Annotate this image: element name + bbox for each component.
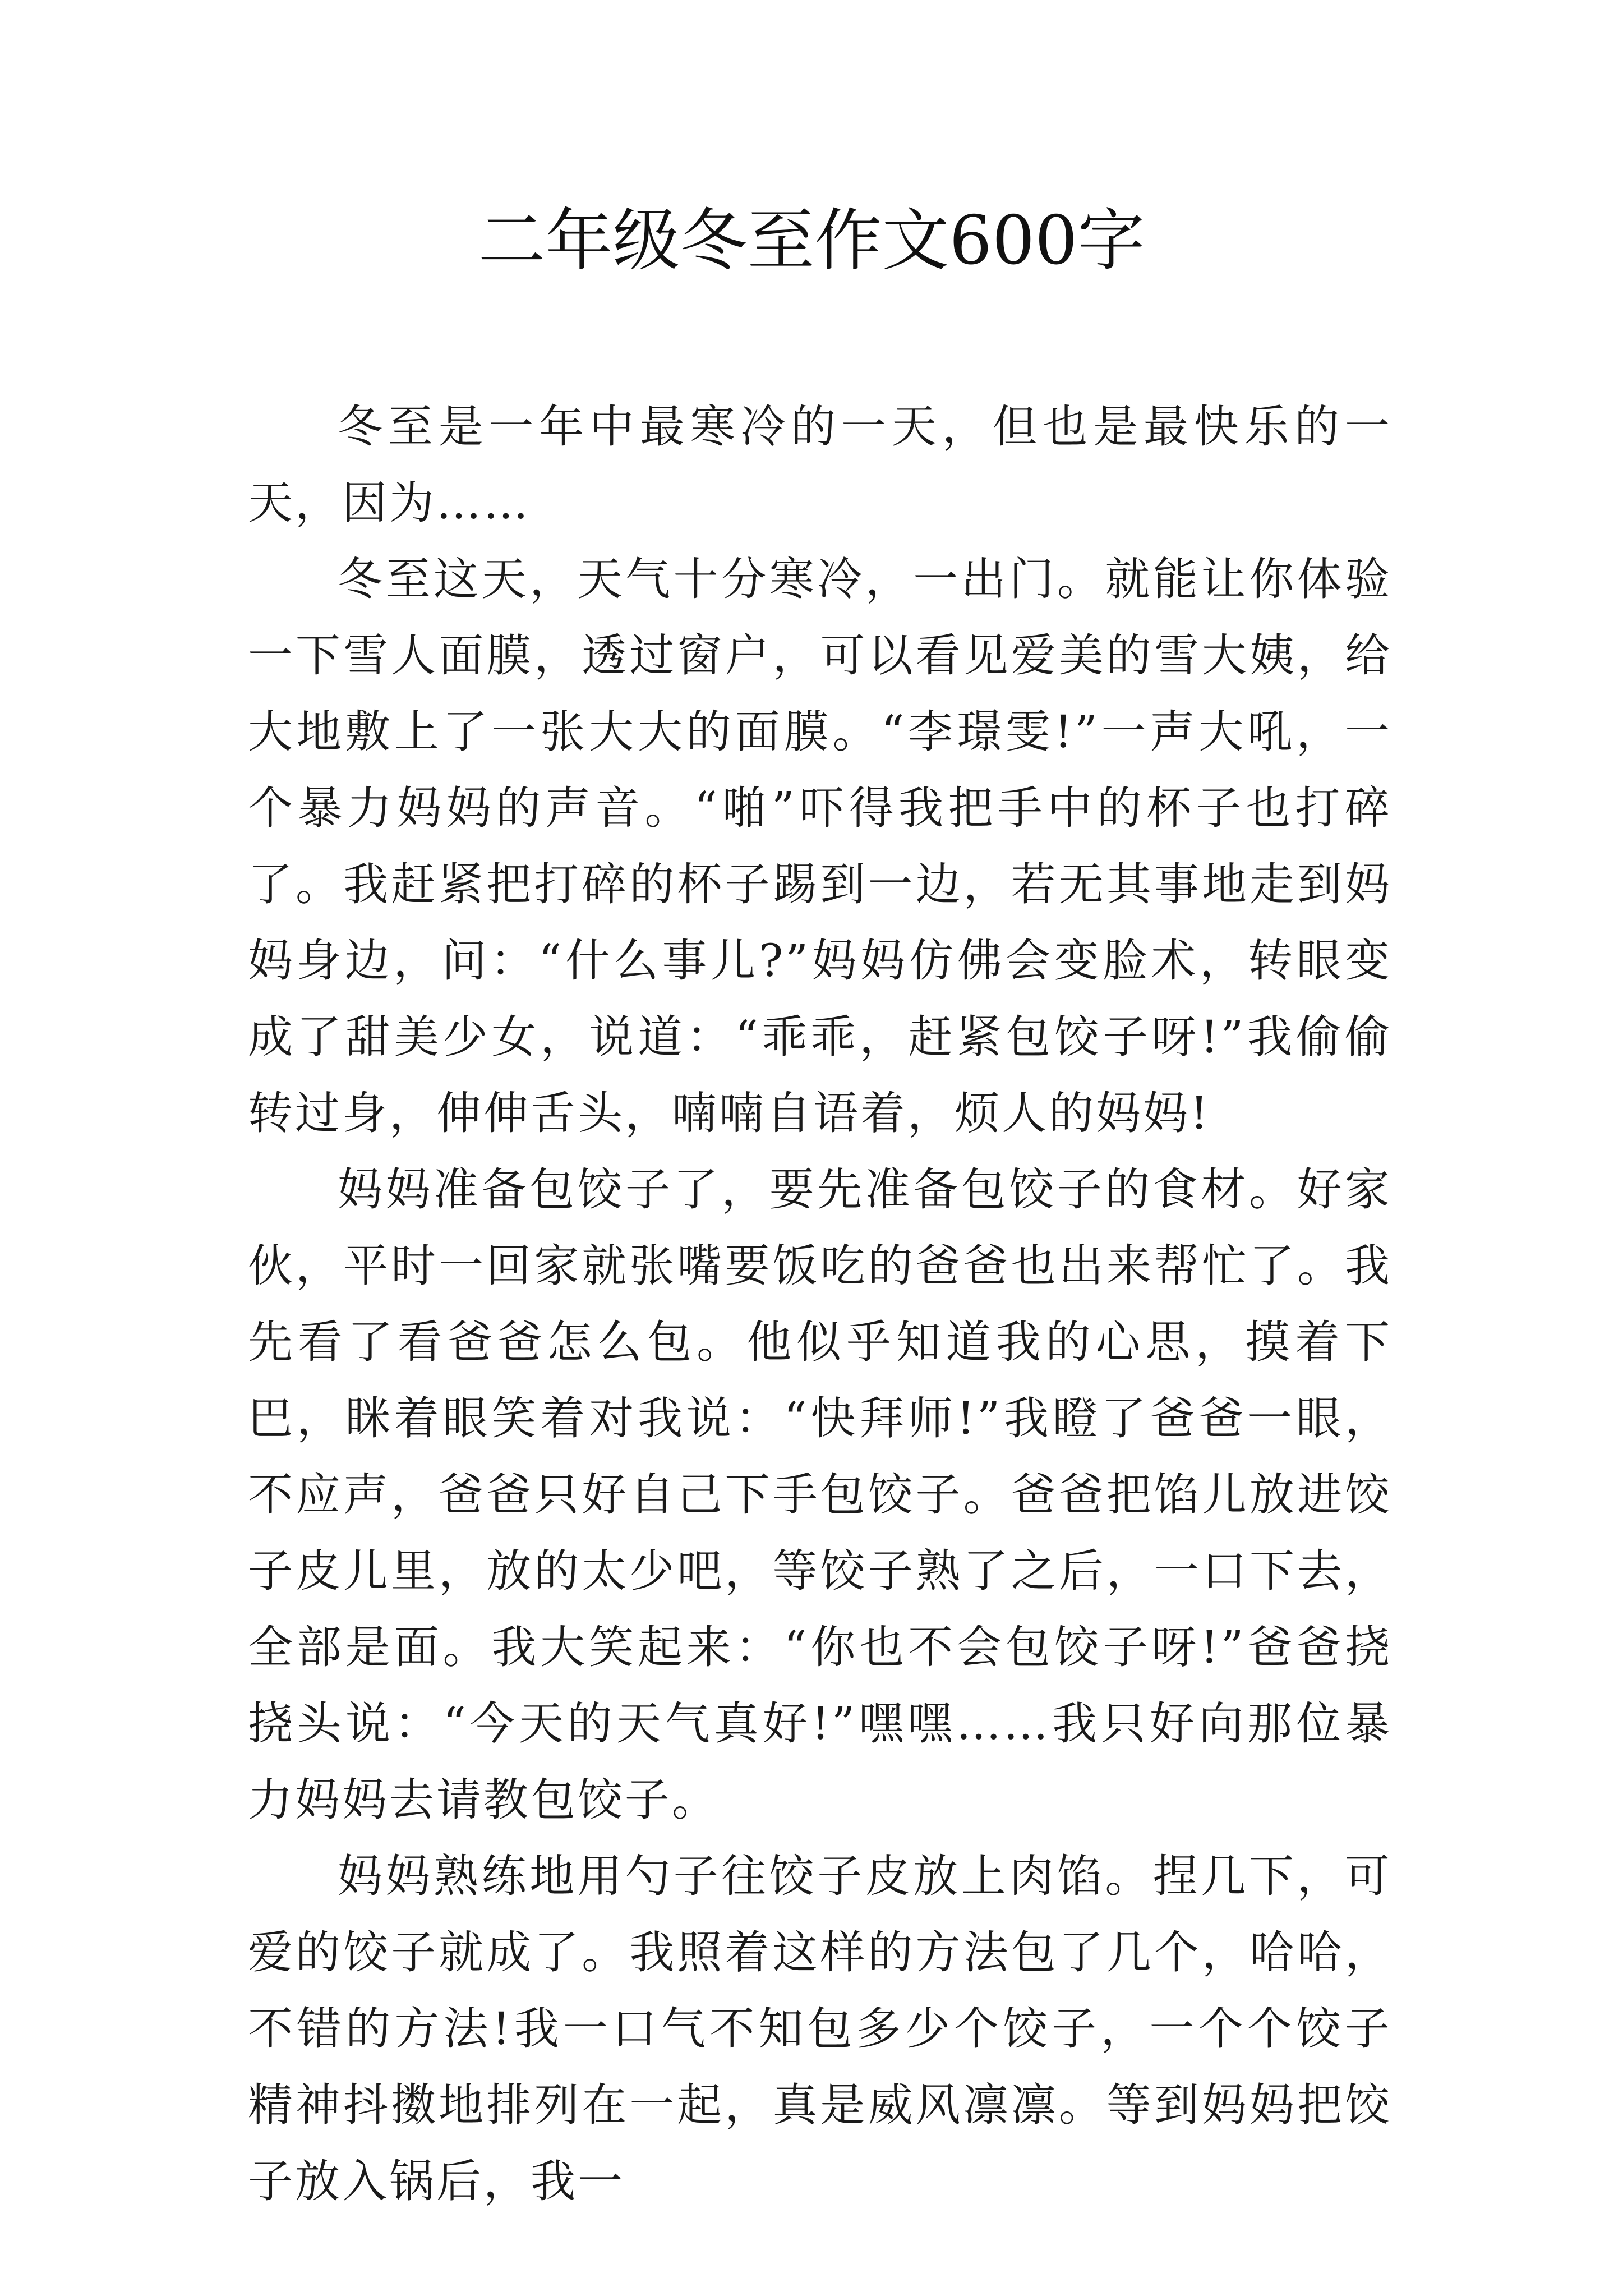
document-body [248,389,1392,2220]
paragraph: 冬至是一年中最寒冷的一天，但也是最快乐的一天，因为…… [248,401,1392,529]
paragraph: 妈妈熟练地用勺子往饺子皮放上肉馅。捏几下，可爱的饺子就成了。我照着这样的方法包了几个，哈哈，不错的方法!我一口气不知包多少个饺子，一个个饺子精神抖擞地排列在一起，真是威风凛凛。等到妈妈把饺子放入锅后，我一 [248,1850,1392,2207]
paragraph: 冬至这天，天气十分寒冷，一出门。就能让你体验一下雪人面膜，透过窗户，可以看见爱美的雪大姨，给大地敷上了一张大大的面膜。“李璟雯!”一声大吼，一个暴力妈妈的声音。“啪”吓得我把手中的杯子也打碎了。我赶紧把打碎的杯子踢到一边，若无其事地走到妈妈身边，问：“什么事儿?”妈妈仿佛会变脸术，转眼变成了甜美少女，说道：“乖乖，赶紧包饺子呀!”我偷偷转过身，伸伸舌头，喃喃自语着，烦人的妈妈! [248,553,1392,1139]
document-title: 二年级冬至作文600字 [478,202,1145,280]
paragraph: 妈妈准备包饺子了，要先准备包饺子的食材。好家伙，平时一回家就张嘴要饭吃的爸爸也出来帮忙了。我先看了看爸爸怎么包。他似乎知道我的心思，摸着下巴，眯着眼笑着对我说：“快拜师!”我瞪了爸爸一眼，不应声，爸爸只好自己下手包饺子。爸爸把馅儿放进饺子皮儿里，放的太少吧，等饺子熟了之后，一口下去，全部是面。我大笑起来：“你也不会包饺子呀!”爸爸挠挠头说：“今天的天气真好!”嘿嘿……我只好向那位暴力妈妈去请教包饺子。 [248,1163,1392,1826]
